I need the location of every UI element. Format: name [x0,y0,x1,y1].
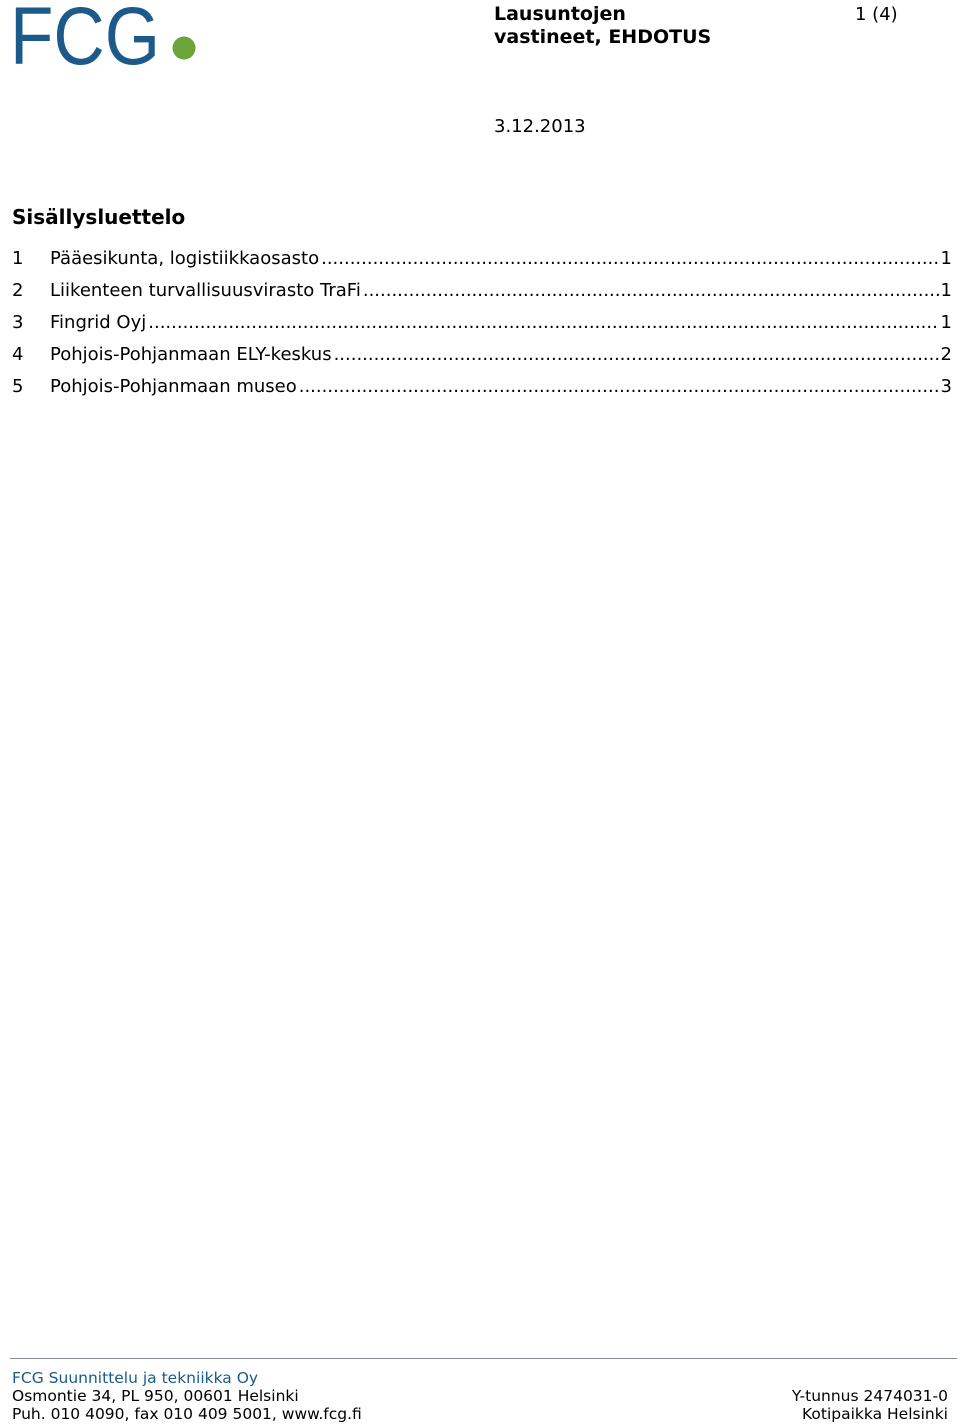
toc-entry-label: Pohjois-Pohjanmaan ELY-keskus [50,344,332,365]
footer-address: Osmontie 34, PL 950, 00601 Helsinki [12,1387,299,1405]
fcg-logo [10,2,200,68]
footer-divider [10,1358,957,1359]
toc-entry-number: 4 [12,344,24,365]
toc-entry[interactable] [12,310,952,342]
toc-entry-page: 1 [940,280,952,301]
toc-entry[interactable] [12,374,952,406]
toc-dot-leader [363,278,939,304]
footer-company-name: FCG Suunnittelu ja tekniikka Oy [12,1369,259,1387]
logo-green-dot [173,37,196,60]
toc-dot-leader [299,374,939,400]
toc-entry-number: 3 [12,312,24,333]
toc-entry-number: 5 [12,376,24,397]
toc-entry-label: Fingrid Oyj [50,312,147,333]
toc-entry-number: 2 [12,280,24,301]
toc-entry[interactable] [12,246,952,278]
toc-dot-leader [334,342,939,368]
toc-entry[interactable] [12,342,952,374]
toc-entry[interactable] [12,278,952,310]
footer-row [12,1405,948,1423]
page-indicator: 1 (4) [855,4,898,25]
toc-entry-page: 1 [940,312,952,333]
toc-entry-label: Pohjois-Pohjanmaan museo [50,376,297,397]
toc-entry-page: 2 [940,344,952,365]
document-date: 3.12.2013 [494,116,586,137]
table-of-contents [12,246,952,406]
document-title [494,3,754,49]
footer-contact: Puh. 010 4090, fax 010 409 5001, www.fcg.fi [12,1405,362,1423]
toc-entry-number: 1 [12,248,24,269]
toc-entry-page: 1 [940,248,952,269]
toc-heading: Sisällysluettelo [12,205,186,229]
document-title-line2: vastineet, EHDOTUS [494,26,712,48]
toc-dot-leader [148,310,938,336]
footer-business-id: Y-tunnus 2474031-0 [791,1387,948,1405]
footer-row [12,1387,948,1405]
fcg-logo-text: FCG [10,2,160,68]
toc-entry-page: 3 [940,376,952,397]
page-footer [12,1369,948,1423]
toc-entry-label: Pääesikunta, logistiikkaosasto [50,248,320,269]
document-title-line1: Lausuntojen [494,3,626,25]
footer-domicile: Kotipaikka Helsinki [802,1405,948,1423]
toc-dot-leader [321,246,938,272]
toc-entry-label: Liikenteen turvallisuusvirasto TraFi [50,280,361,301]
